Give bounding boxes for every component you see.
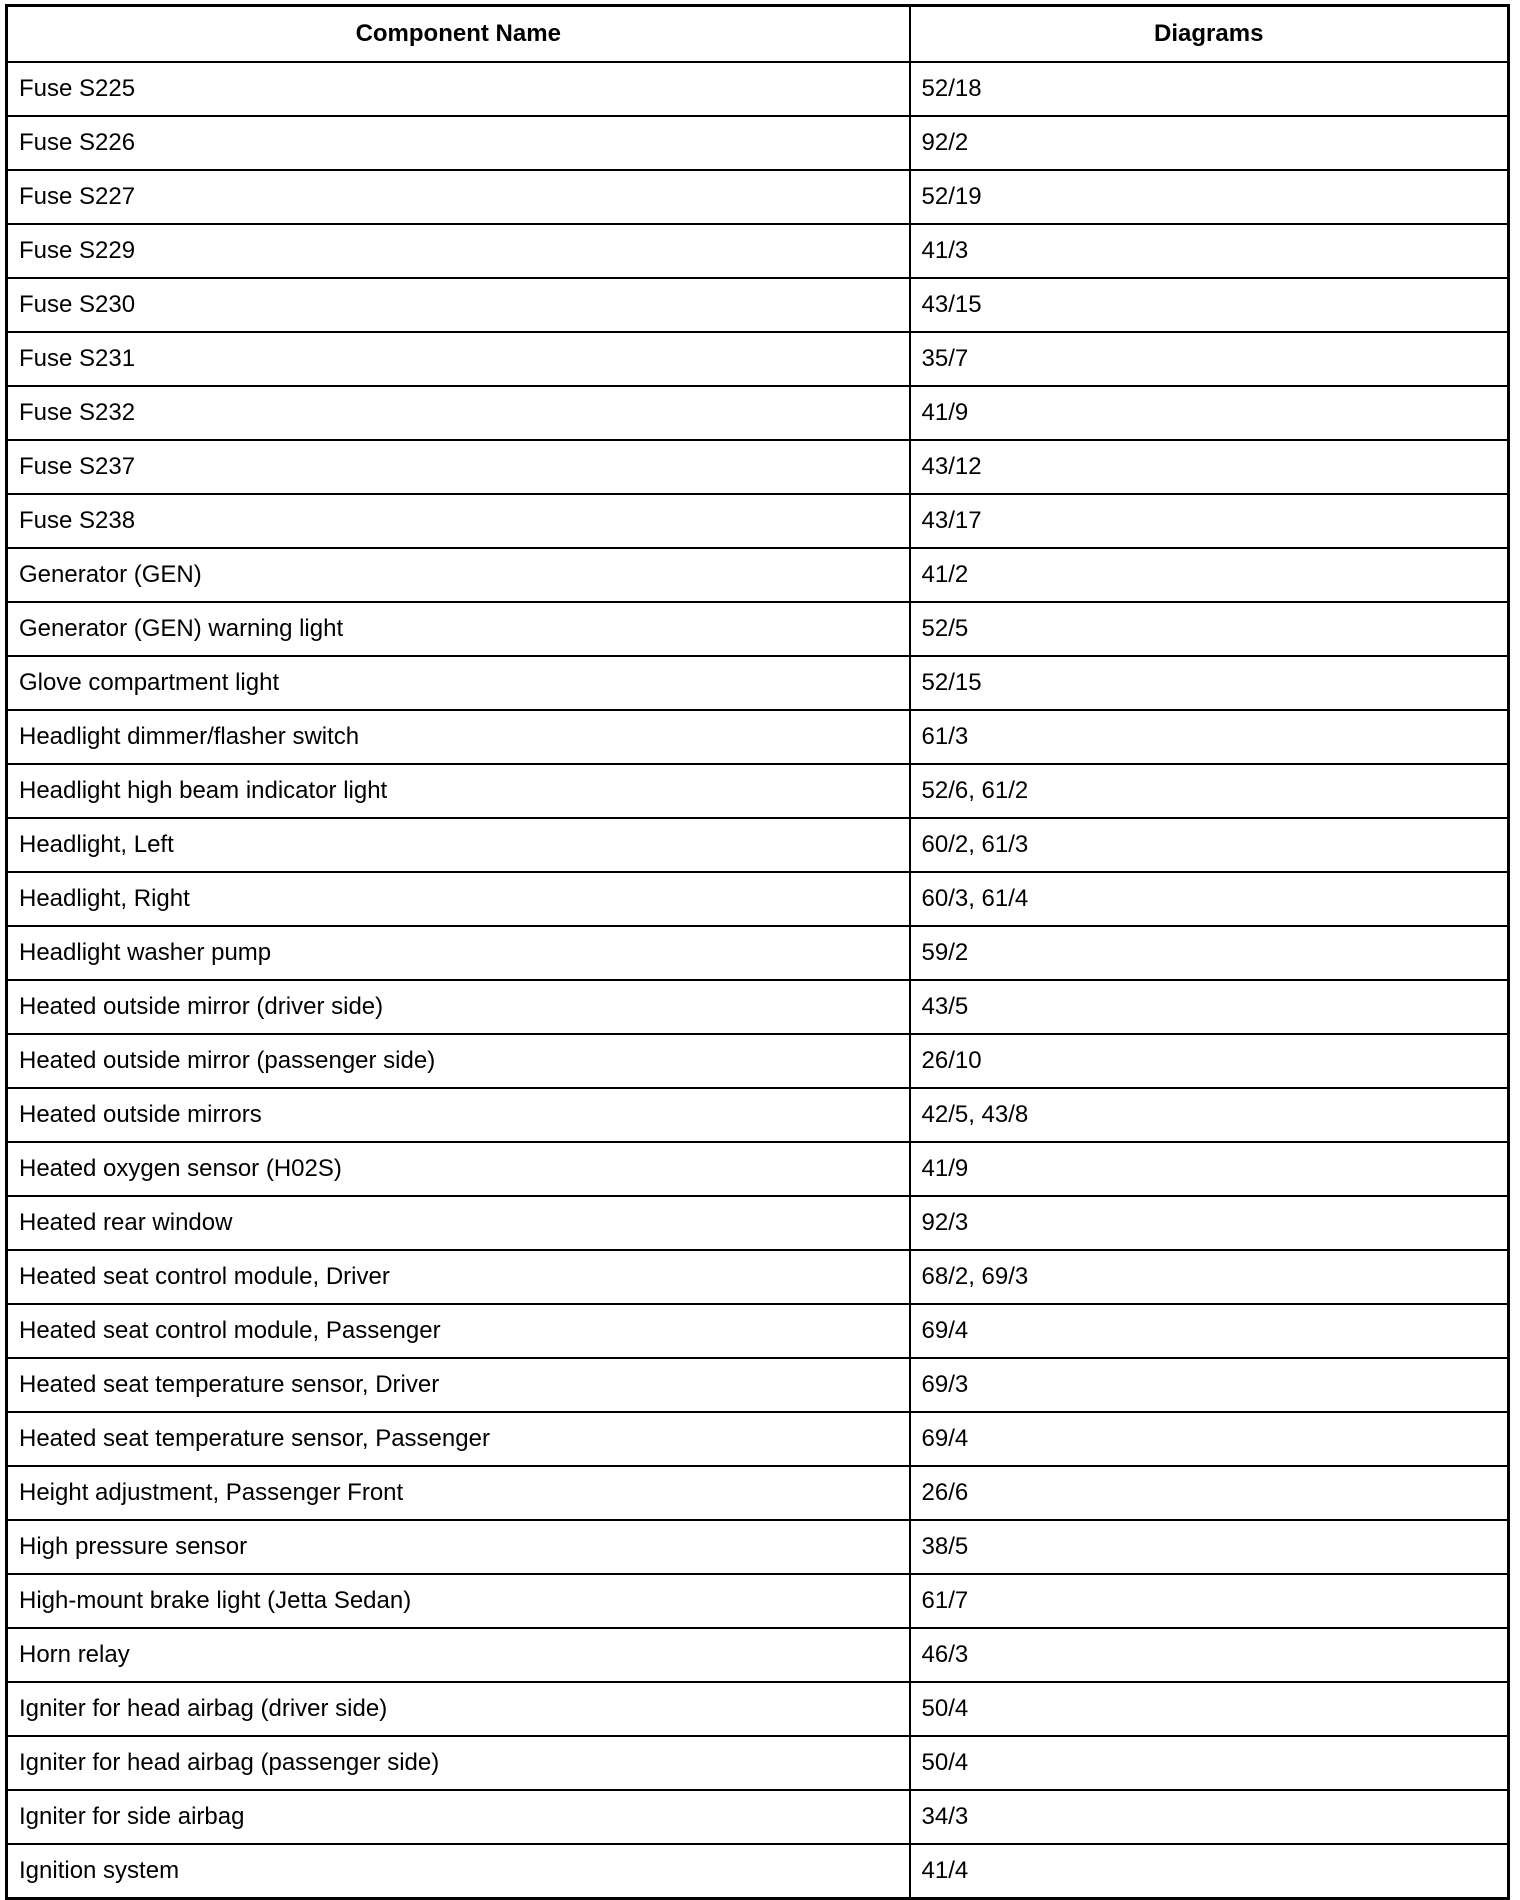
component-name-cell: Glove compartment light [7,656,910,710]
table-row [7,980,1509,1034]
diagrams-cell: 60/2, 61/3 [910,818,1509,872]
table-row [7,1196,1509,1250]
diagrams-cell: 92/2 [910,116,1509,170]
diagrams-cell: 52/19 [910,170,1509,224]
diagrams-cell: 26/10 [910,1034,1509,1088]
table-row [7,494,1509,548]
diagrams-cell: 52/18 [910,62,1509,116]
diagrams-cell: 41/2 [910,548,1509,602]
table-row [7,1088,1509,1142]
diagrams-cell: 43/5 [910,980,1509,1034]
diagrams-cell: 41/9 [910,1142,1509,1196]
diagrams-cell: 52/6, 61/2 [910,764,1509,818]
table-row [7,548,1509,602]
component-name-cell: Fuse S225 [7,62,910,116]
table-row [7,602,1509,656]
table-row [7,1304,1509,1358]
diagrams-cell: 43/15 [910,278,1509,332]
diagrams-cell: 38/5 [910,1520,1509,1574]
table-row [7,926,1509,980]
diagrams-cell: 52/15 [910,656,1509,710]
diagrams-cell: 61/3 [910,710,1509,764]
component-name-cell: Horn relay [7,1628,910,1682]
table-row [7,1142,1509,1196]
table-row [7,116,1509,170]
diagrams-cell: 61/7 [910,1574,1509,1628]
table-row [7,332,1509,386]
component-name-cell: Generator (GEN) [7,548,910,602]
diagrams-cell: 43/12 [910,440,1509,494]
component-name-cell: Height adjustment, Passenger Front [7,1466,910,1520]
component-name-cell: Fuse S229 [7,224,910,278]
diagrams-cell: 35/7 [910,332,1509,386]
table-row [7,62,1509,116]
component-name-cell: Heated seat control module, Passenger [7,1304,910,1358]
table-row [7,872,1509,926]
table-row [7,710,1509,764]
component-name-cell: Fuse S237 [7,440,910,494]
table-row [7,1736,1509,1790]
component-name-cell: Headlight washer pump [7,926,910,980]
component-name-cell: Headlight dimmer/flasher switch [7,710,910,764]
table-row [7,440,1509,494]
table-row [7,1358,1509,1412]
header-diagrams: Diagrams [910,6,1509,63]
diagrams-cell: 26/6 [910,1466,1509,1520]
table-row [7,386,1509,440]
table-row [7,1844,1509,1899]
component-name-cell: Heated seat control module, Driver [7,1250,910,1304]
table-row [7,1466,1509,1520]
component-name-cell: Fuse S231 [7,332,910,386]
component-name-cell: Heated outside mirrors [7,1088,910,1142]
table-row [7,170,1509,224]
component-name-cell: Heated oxygen sensor (H02S) [7,1142,910,1196]
header-component-name: Component Name [7,6,910,63]
diagrams-cell: 41/9 [910,386,1509,440]
diagrams-cell: 68/2, 69/3 [910,1250,1509,1304]
component-name-cell: Generator (GEN) warning light [7,602,910,656]
table-row [7,818,1509,872]
diagrams-cell: 69/4 [910,1412,1509,1466]
diagrams-cell: 46/3 [910,1628,1509,1682]
diagrams-cell: 41/4 [910,1844,1509,1899]
diagrams-cell: 41/3 [910,224,1509,278]
table-row [7,278,1509,332]
component-name-cell: Ignition system [7,1844,910,1899]
component-name-cell: Igniter for head airbag (driver side) [7,1682,910,1736]
table-body [7,62,1509,1899]
diagrams-cell: 42/5, 43/8 [910,1088,1509,1142]
table-row [7,1628,1509,1682]
table-row [7,1682,1509,1736]
component-name-cell: Heated outside mirror (driver side) [7,980,910,1034]
table-row [7,224,1509,278]
table-row [7,1250,1509,1304]
component-name-cell: Headlight, Right [7,872,910,926]
table-row [7,1034,1509,1088]
diagrams-cell: 34/3 [910,1790,1509,1844]
diagrams-cell: 50/4 [910,1682,1509,1736]
component-name-cell: High-mount brake light (Jetta Sedan) [7,1574,910,1628]
component-name-cell: Heated rear window [7,1196,910,1250]
component-name-cell: Fuse S232 [7,386,910,440]
component-name-cell: Fuse S226 [7,116,910,170]
component-name-cell: Heated seat temperature sensor, Driver [7,1358,910,1412]
component-name-cell: Igniter for side airbag [7,1790,910,1844]
table-row [7,1520,1509,1574]
table-row [7,1790,1509,1844]
table-row [7,764,1509,818]
diagrams-cell: 69/3 [910,1358,1509,1412]
diagrams-cell: 52/5 [910,602,1509,656]
diagrams-cell: 43/17 [910,494,1509,548]
table-row [7,1412,1509,1466]
component-name-cell: Heated seat temperature sensor, Passenger [7,1412,910,1466]
table-row [7,1574,1509,1628]
component-index-table [5,4,1510,1900]
diagrams-cell: 92/3 [910,1196,1509,1250]
table-row [7,656,1509,710]
diagrams-cell: 50/4 [910,1736,1509,1790]
diagrams-cell: 59/2 [910,926,1509,980]
header-row [7,6,1509,63]
component-name-cell: Fuse S227 [7,170,910,224]
component-name-cell: Fuse S238 [7,494,910,548]
component-name-cell: Headlight high beam indicator light [7,764,910,818]
component-name-cell: Fuse S230 [7,278,910,332]
component-name-cell: Heated outside mirror (passenger side) [7,1034,910,1088]
component-name-cell: Igniter for head airbag (passenger side) [7,1736,910,1790]
component-name-cell: Headlight, Left [7,818,910,872]
diagrams-cell: 60/3, 61/4 [910,872,1509,926]
diagrams-cell: 69/4 [910,1304,1509,1358]
component-name-cell: High pressure sensor [7,1520,910,1574]
